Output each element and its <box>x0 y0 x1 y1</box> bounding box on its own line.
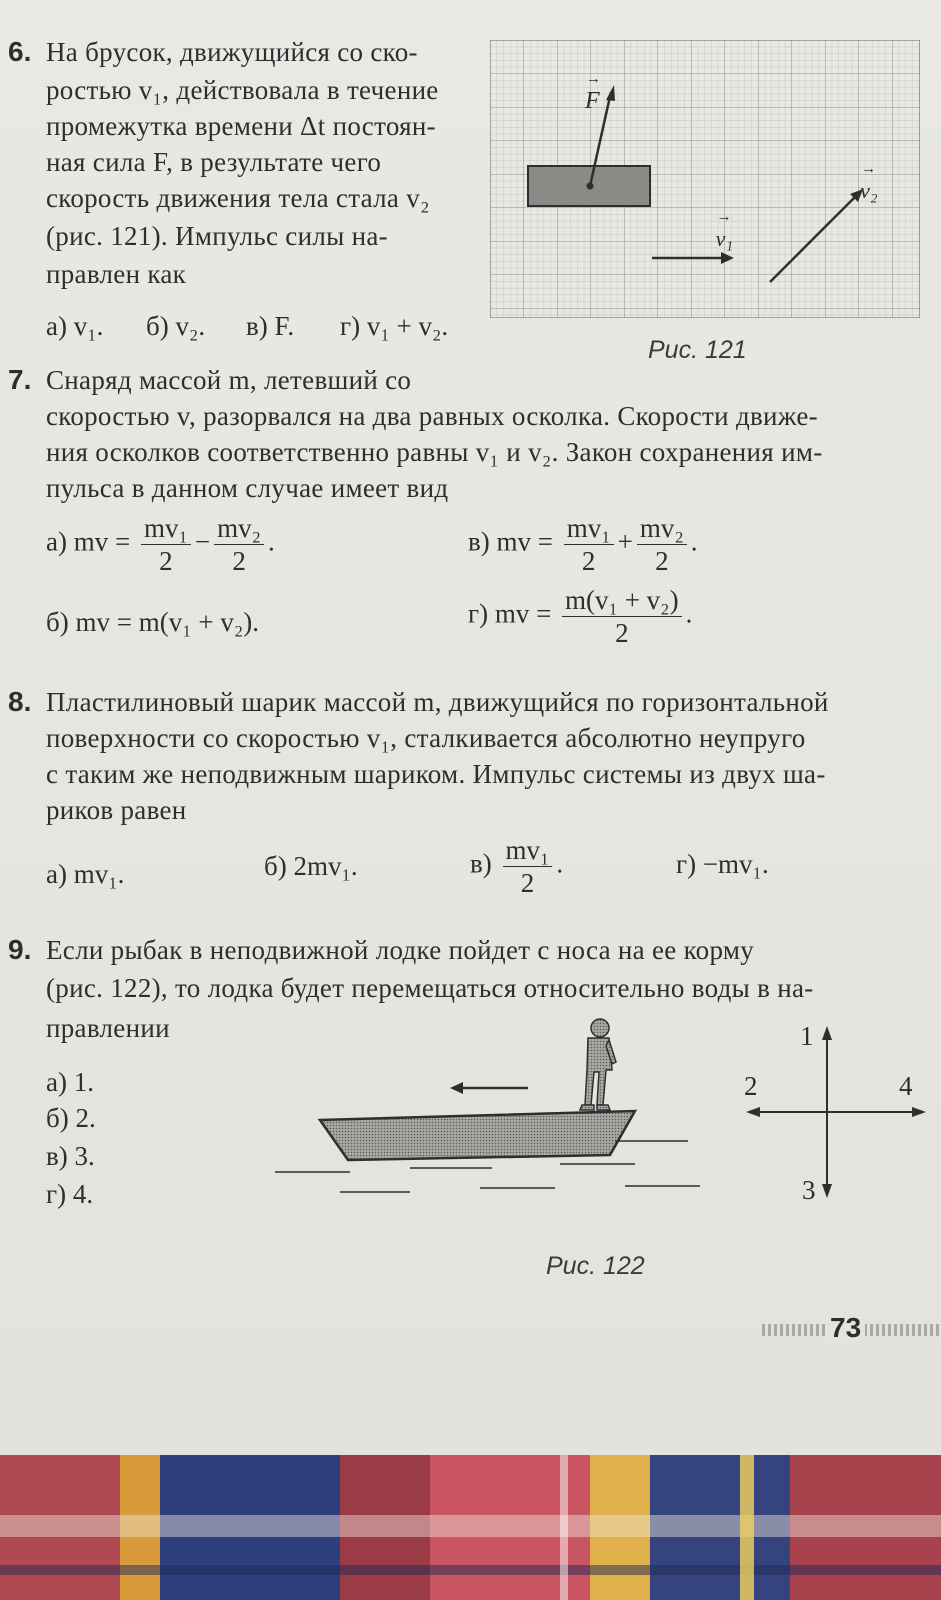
question-7-number: 7. <box>8 364 32 395</box>
direction-label-2: 2 <box>744 1071 758 1101</box>
q6-option-a: а) v₁. <box>46 311 104 341</box>
q8-line-2: поверхности со скоростью v₁, сталкивается абсолютно неупруго <box>46 723 806 753</box>
q7-a-prefix: а) mv = <box>46 526 131 557</box>
q6-line-1: На брусок, движущийся со ско- <box>46 37 418 67</box>
q6-option-b: б) v₂. <box>146 311 206 341</box>
question-9-number: 9. <box>8 934 32 965</box>
q8-option-a: а) mv₁. <box>46 859 125 889</box>
q7-v-fraction-1 <box>564 512 614 577</box>
q6-option-g: г) v₁ + v₂. <box>340 311 449 341</box>
q7-g-den: 2 <box>615 618 629 648</box>
q7-v-fraction-2 <box>637 512 687 577</box>
q7-option-g <box>468 584 692 649</box>
q7-a-num-2: mv₂ <box>214 512 264 545</box>
direction-label-1: 1 <box>800 1021 814 1051</box>
q8-v-num: mv₁ <box>503 834 553 867</box>
q7-a-num-1: mv₁ <box>141 512 191 545</box>
q7-line-3: ния осколков соответственно равны v₁ и v₂. Закон сохранения им- <box>46 437 823 467</box>
figure-121-label-f: → F <box>585 88 600 115</box>
figure-121-grid <box>490 40 920 318</box>
q7-option-a <box>46 512 275 577</box>
q6-line-7: правлен как <box>46 259 187 289</box>
tablecloth-background <box>0 1455 941 1600</box>
q6-line-3: промежутка времени Δt постоян- <box>46 111 436 141</box>
q8-v-fraction <box>503 834 553 899</box>
q8-v-den: 2 <box>520 868 535 898</box>
q7-option-v <box>468 512 698 577</box>
q7-a-fraction-2 <box>214 512 264 577</box>
q9-option-a: а) 1. <box>46 1067 94 1097</box>
q8-option-g: г) −mv₁. <box>676 849 769 879</box>
figure-122-axes <box>742 1022 927 1202</box>
arrow-down-3 <box>822 1184 832 1198</box>
q7-g-fraction <box>562 584 682 649</box>
q9-option-v: в) 3. <box>46 1141 95 1171</box>
q7-g-num: m(v₁ + v₂) <box>562 584 682 617</box>
q8-v-prefix: в) <box>470 848 492 879</box>
q7-line-1: Снаряд массой m, летевший со <box>46 365 412 395</box>
arrow-left-2 <box>746 1107 760 1117</box>
q8-v-end: . <box>556 848 564 879</box>
arrow-right-4 <box>912 1107 926 1117</box>
q7-a-den-1: 2 <box>159 546 173 576</box>
q7-v-den-2: 2 <box>655 546 669 576</box>
q7-a-operator: − <box>194 526 211 557</box>
arrow-up-1 <box>822 1026 832 1040</box>
q6-line-4: ная сила F, в результате чего <box>46 147 382 177</box>
q6-line-6: (рис. 121). Импульс силы на- <box>46 221 388 251</box>
boat-hull <box>320 1111 635 1160</box>
q7-v-prefix: в) mv = <box>468 526 553 557</box>
direction-label-3: 3 <box>802 1175 816 1205</box>
question-8-number: 8. <box>8 686 32 717</box>
q8-option-v <box>470 834 563 899</box>
q7-line-2: скоростью v, разорвался на два равных осколка. Скорости движе- <box>46 401 818 431</box>
q7-line-4: пульса в данном случае имеет вид <box>46 473 449 503</box>
figure-121-label-v1: → v₁ <box>716 226 733 252</box>
q7-v-operator: + <box>617 526 633 557</box>
q9-line-3: правлении <box>46 1013 170 1043</box>
q8-line-3: с таким же неподвижным шариком. Импульс системы из двух ша- <box>46 759 826 789</box>
figure-122-boat <box>260 1010 720 1210</box>
figure-122-caption: Рис. 122 <box>546 1252 645 1280</box>
q7-v-den-1: 2 <box>581 546 596 576</box>
q7-a-fraction-1 <box>141 512 191 577</box>
figure-121-label-v2: → v₂ <box>860 178 877 204</box>
q7-option-b: б) mv = m(v₁ + v₂). <box>46 607 259 637</box>
q9-line-2: (рис. 122), то лодка будет перемещаться относительно воды в на- <box>46 973 814 1003</box>
fisherman-figure <box>580 1019 616 1110</box>
direction-label-4: 4 <box>899 1071 913 1101</box>
q7-v-num-2: mv₂ <box>637 512 687 545</box>
q6-line-5: скорость движения тела стала v₂ <box>46 183 430 213</box>
q8-line-4: риков равен <box>46 795 187 825</box>
q8-option-b: б) 2mv₁. <box>264 851 358 881</box>
q7-a-end: . <box>268 526 275 557</box>
q7-v-num-1: mv₁ <box>564 512 614 545</box>
q6-option-v: в) F. <box>246 311 295 341</box>
page-number: 73 <box>826 1312 865 1344</box>
question-6-number: 6. <box>8 36 32 67</box>
q7-g-prefix: г) mv = <box>468 598 552 629</box>
q7-g-end: . <box>685 598 693 629</box>
q8-line-1: Пластилиновый шарик массой m, движущийся по горизонтальной <box>46 687 829 717</box>
figure-121-caption: Рис. 121 <box>648 336 747 364</box>
q9-line-1: Если рыбак в неподвижной лодке пойдет с носа на ее корму <box>46 935 755 965</box>
q7-v-end: . <box>690 526 698 557</box>
q9-option-g: г) 4. <box>46 1179 94 1209</box>
q9-option-b: б) 2. <box>46 1103 96 1133</box>
q6-line-2: ростью v₁, действовала в течение <box>46 75 439 105</box>
q7-a-den-2: 2 <box>232 546 246 576</box>
